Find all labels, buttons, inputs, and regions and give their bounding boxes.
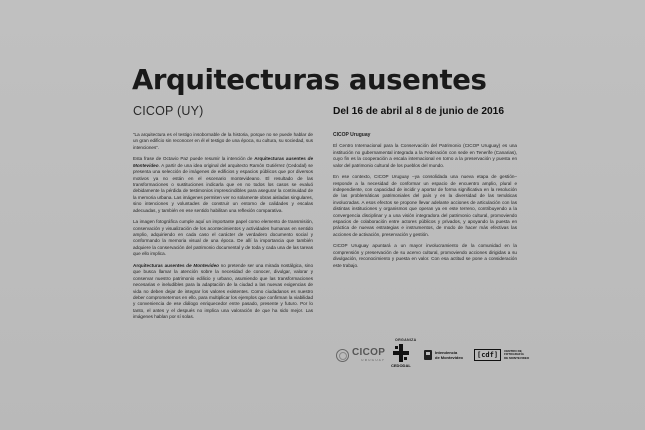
left-paragraph-3: Arquitecturas ausentes de Montevideo no pretende ser una mirada nostálgica, sino que busca llamar la atención sobre la necesidad de conocer, divulgar, valorar y conservar nuestro patrimonio edilicio y urbano, asumiendo que las transformaciones necesarias e ineludibles para la adaptación de la ciudad a las nuevas exigencias de vida no deben dejar de integrar los valores existentes. Como ciudadanos es nuestro deber comprometernos en ello, para multiplicar los ejemplos que confirman la viabilidad y conveniencia de ese diálogo enriquecedor entre pasado, presente y futuro. Por lo tanto, el antes y el después no implica una valoración de que ha sido mejor. Las imágenes hablan por sí solas. xyxy=(133,262,313,320)
cdf-logo: [cdf] CENTRO DE FOTOGRAFÍA DE MONTEVIDEO xyxy=(474,349,529,361)
cicop-emblem-icon xyxy=(336,349,349,362)
cedodal-logo xyxy=(391,344,411,368)
left-paragraph-2: La imagen fotográfica cumple aquí un importante papel como elemento de transmisión, conservación y visualización de los acontecimientos y actividades humanas en sentido amplio, adquiriendo en cada caso el carácter de verdadero documento social y conformando la memoria visual de una época. De allí la importancia que también adquiere la conservación del patrimonio documental y de toda y cada una de las tareas que ello implica. xyxy=(133,219,313,257)
cedodal-emblem-icon xyxy=(393,344,409,362)
cedodal-logo-name: CEDODAL xyxy=(391,363,411,368)
opening-quote: “La arquitectura es el testigo insobornable de la historia, porque no se puede hablar de un gran edificio sin reconocer en él el testigo de una época, su cultura, su sociedad, sus intenciones”. xyxy=(133,132,313,150)
organiza-label: ORGANIZA xyxy=(395,338,417,342)
intendencia-emblem-icon xyxy=(424,350,432,360)
intendencia-logo: Intendencia de Montevideo xyxy=(424,350,463,360)
right-text-column xyxy=(333,132,517,274)
cicop-logo xyxy=(336,348,385,362)
exhibition-name: Arquitecturas ausentes xyxy=(133,262,185,268)
cdf-logo-mark: [cdf] xyxy=(474,349,501,361)
right-paragraph-3: CICOP Uruguay apuntará a un mayor involucramiento de la comunidad en la comprensión y preservación de su acervo cultural, promoviendo acciones dirigidas a su divulgación, reconocimiento y puesta en valor. Con esa actitud se pone a consideración este trabajo. xyxy=(333,243,517,268)
right-paragraph-2: En ese contexto, CICOP Uruguay –ya consolidada una nueva etapa de gestión– responde a la necesidad de conformar un espacio de encuentro amplio, plural e independiente, con capacidad de incidir y aportar de forma significativa en la resolución de las problemáticas patrimoniales del país y en la diversidad de las temáticas involucradas. A esos efectos se propone llevar adelante acciones de articulación con las distintas instituciones y organismos que operan ya en este terreno, contribuyendo a la convergencia disciplinar y a una visión integradora del patrimonio cultural, promoviendo espacios de colaboración entre actores públicos y privados, y apoyando la puesta en práctica de nuevas estrategias e instrumentos, de modo de hacer más efectivas las acciones de activación, preservación y gestión. xyxy=(333,174,517,237)
left-text-column xyxy=(133,132,313,326)
exhibition-dates: Del 16 de abril al 8 de junio de 2016 xyxy=(333,106,504,117)
section-heading: CICOP Uruguay xyxy=(333,132,371,138)
left-paragraph-1: Esta frase de Octavio Paz puede resumir la intención de Arquitecturas ausentes de Montevideo. A partir de una idea original del arquitecto Ramón Gutiérrez (Cedodal) se presenta una selección de imágenes de edificios y espacios públicos que por diversos motivos ya no están en el escenario montevideano. El resultado de las transformaciones o sustituciones indicarla que en no todos los casos se evaluó debidamente la pérdida de testimonios imprescindibles para asegurar la continuidad de la memoria urbana. Las imágenes permiten ver no solamente obras aisladas singulares, sino intenciones y voluntades de construir un entorno de calidades y escalas adecuadas, y también en ese sentido habilitan una reflexión comparativa. xyxy=(133,156,313,213)
right-paragraph-1: El Centro Internacional para la Conservación del Patrimonio (CICOP Uruguay) es una institución no gubernamental integrada a la Federación con sede en Tenerife (Canarias), cuyo fin es la cooperación a escala internacional en torno a la preservación y puesta en valor del patrimonio cultural de los pueblos del mundo. xyxy=(333,143,517,168)
page-subtitle: CICOP (UY) xyxy=(133,104,204,118)
page-title: Arquitecturas ausentes xyxy=(132,64,487,96)
cicop-logo-sub: URUGUAY xyxy=(361,358,386,362)
cicop-logo-name: CICOP xyxy=(352,347,386,358)
exhibition-name: Arquitecturas ausentes xyxy=(254,156,306,162)
